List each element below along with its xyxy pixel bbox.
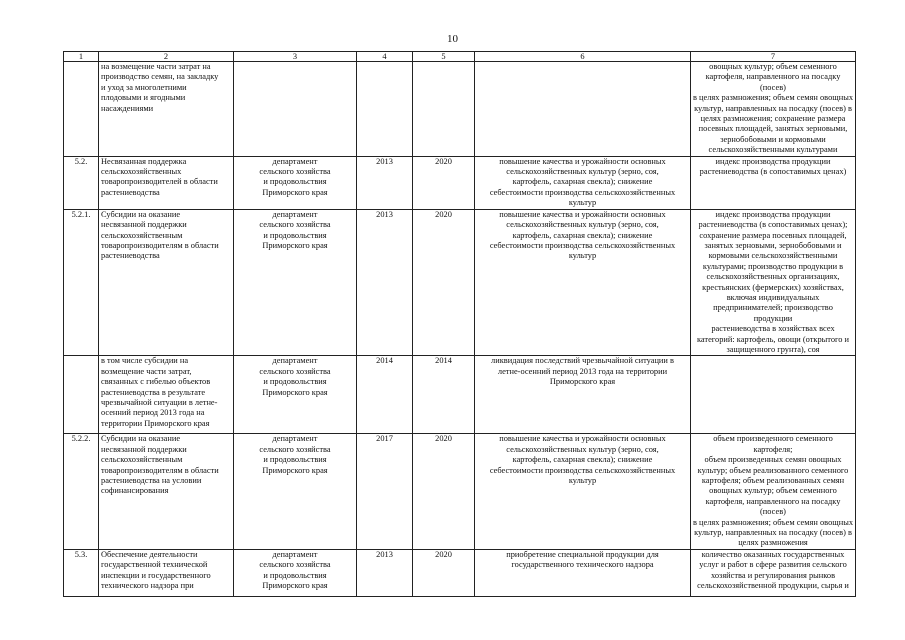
measure-name: в том числе субсидии на возмещение части затрат, связанных с гибелью объектов растениеводства в результате чрезвычайной ситуации в летне- осенний период 2013 года на территории Приморского края — [101, 356, 218, 428]
start-year: 2014 — [357, 356, 413, 434]
measure-name: Субсидии на оказание несвязанной поддержки сельскохозяйственным товаропроизводителям в области растениеводства — [101, 209, 219, 261]
measure-name: Обеспечение деятельности государственной технической инспекции и государственного технического надзора при — [101, 549, 211, 591]
measure-name: на возмещение части затрат на производство семян, на закладку и уход за многолетними плодовыми и ягодными насаждениями — [101, 62, 219, 113]
start-year: 2013 — [357, 549, 413, 596]
executor: департамент сельского хозяйства и продовольствия Приморского края — [259, 549, 331, 591]
expected-result: приобретение специальной продукции для государственного технического надзора — [506, 549, 659, 570]
expected-result: повышение качества и урожайности основных сельскохозяйственных культур (зерно, соя, картофель, сахарная свекла); снижение себестоимости производства сельскохозяйственных культур — [489, 156, 676, 208]
expected-result: повышение качества и урожайности основных сельскохозяйственных культур (зерно, соя, картофель, сахарная свекла); снижение себестоимости производства сельскохозяйственных культур — [489, 209, 676, 261]
row-number — [64, 62, 99, 157]
column-header: 4 — [357, 52, 413, 62]
indicator: объем произведенного семенного картофеля; объем произведенных семян овощных культур; объем реализованного семенного картофеля; объем реализованных семян овощных культур; объем семенного картофеля, направленного на посадку (посев) в целях размножения; объем семян овощных культур, направленных на посадку (посев) в целях размножения — [693, 434, 854, 548]
end-year: 2020 — [413, 156, 475, 209]
table-row — [64, 209, 856, 356]
executor: департамент сельского хозяйства и продовольствия Приморского края — [259, 434, 331, 475]
executor: департамент сельского хозяйства и продовольствия Приморского края — [259, 209, 331, 250]
end-year — [413, 62, 475, 157]
end-year: 2020 — [413, 209, 475, 356]
indicator: количество оказанных государственных услуг и работ в сфере развития сельского хозяйства и регулирования рынков сельскохозяйственной продукции, сырья и — [697, 549, 849, 591]
start-year: 2017 — [357, 434, 413, 549]
column-header: 6 — [475, 52, 691, 62]
measure-name: Несвязанная поддержка сельскохозяйственных товаропроизводителей в области растениеводства — [101, 156, 218, 197]
start-year: 2013 — [357, 156, 413, 209]
measure-name: Субсидии на оказание несвязанной поддержки сельскохозяйственным товаропроизводителям в области растениеводства на условии софинансирования — [101, 434, 219, 496]
indicator: овощных культур; объем семенного картофеля, направленного на посадку (посев) в целях размножения; объем семян овощных культур, направленных на посадку (посев) в целях размножения; сохранение размера посевных площадей, занятых зерновыми, зернобобовыми и кормовыми сельскохозяйственными культурами — [693, 62, 854, 155]
indicator: индекс производства продукции растениеводства (в сопоставимых ценах); сохранение размера посевных площадей, занятых зерновыми, зернобобовыми и кормовыми сельскохозяйственными культурами; производство продукции в сельскохозяйственных организациях, крестьянских (фермерских) хозяйствах, включая индивидуальных предпринимателей; производство продукции растениеводства в хозяйствах всех категорий: картофель, овощи (открытого и защищенного грунта), соя — [696, 209, 850, 354]
row-number: 5.2.2. — [64, 434, 99, 549]
end-year: 2020 — [413, 434, 475, 549]
row-number: 5.3. — [64, 549, 99, 596]
table-row — [64, 156, 856, 209]
table-row — [64, 62, 856, 157]
start-year: 2013 — [357, 209, 413, 356]
program-table — [63, 51, 856, 597]
table-row — [64, 549, 856, 596]
column-header: 2 — [99, 52, 234, 62]
start-year — [357, 62, 413, 157]
row-number: 5.2.1. — [64, 209, 99, 356]
end-year: 2020 — [413, 549, 475, 596]
indicator: индекс производства продукции растениеводства (в сопоставимых ценах) — [699, 156, 847, 177]
executor: департамент сельского хозяйства и продовольствия Приморского края — [259, 156, 331, 197]
row-number: 5.2. — [64, 156, 99, 209]
table-header-row — [64, 52, 856, 62]
column-header: 7 — [691, 52, 856, 62]
row-number — [64, 356, 99, 434]
expected-result: ликвидация последствий чрезвычайной ситуации в летне-осенний период 2013 года на территории Приморского края — [491, 356, 674, 387]
page-number: 10 — [447, 33, 458, 45]
table-row — [64, 356, 856, 434]
expected-result: повышение качества и урожайности основных сельскохозяйственных культур (зерно, соя, картофель, сахарная свекла); снижение себестоимости производства сельскохозяйственных культур — [489, 434, 676, 485]
column-header: 3 — [234, 52, 357, 62]
table-row — [64, 434, 856, 549]
column-header: 5 — [413, 52, 475, 62]
executor: департамент сельского хозяйства и продовольствия Приморского края — [259, 356, 331, 397]
end-year: 2014 — [413, 356, 475, 434]
column-header: 1 — [64, 52, 99, 62]
